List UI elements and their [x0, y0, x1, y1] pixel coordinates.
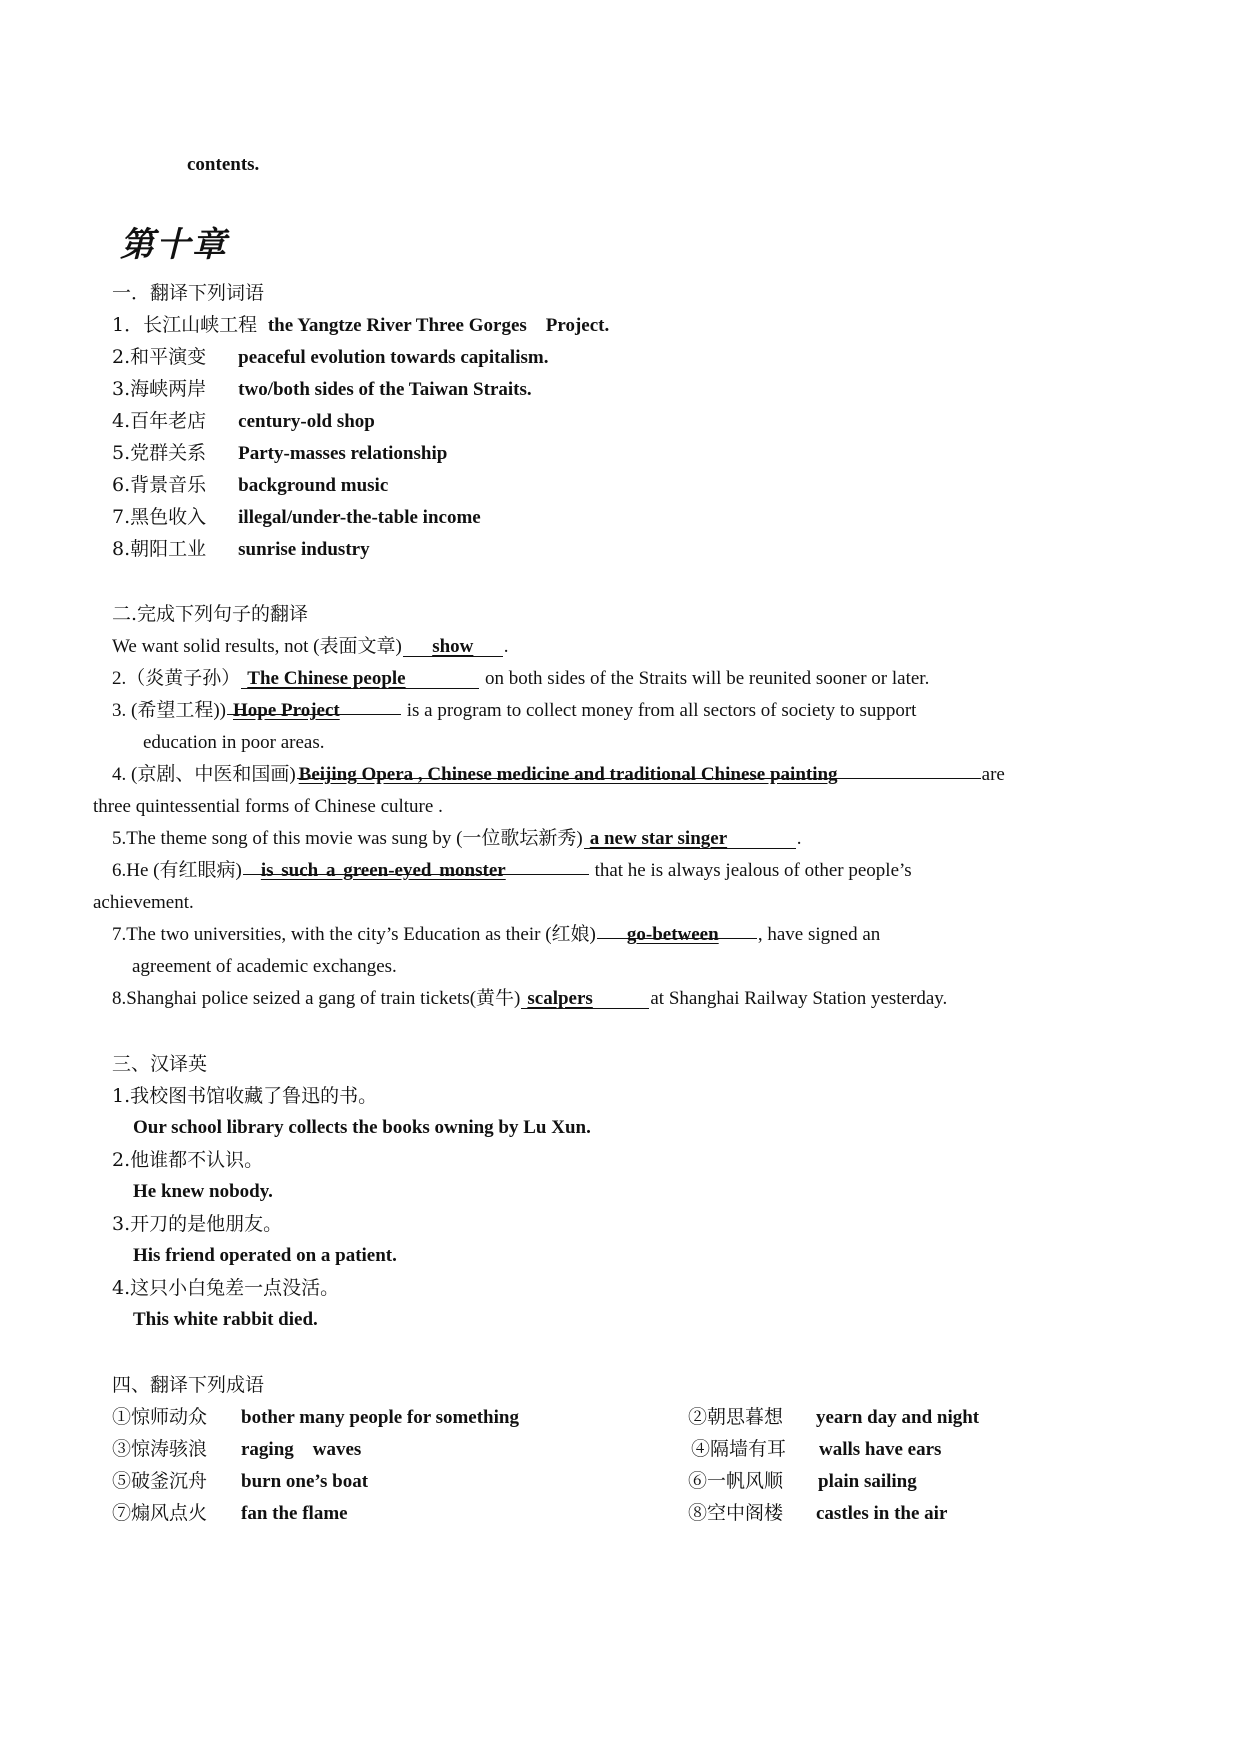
answer-text: Beijing Opera , Chinese medicine and traditional Chinese painting: [298, 764, 838, 785]
idiom-item: [688, 1502, 947, 1526]
list-item: [112, 442, 447, 466]
item-chinese: 百年老店: [130, 410, 207, 432]
sentence-suffix: .: [796, 828, 802, 849]
item-chinese: 背景音乐: [130, 474, 207, 496]
sentence-6-continuation: achievement.: [93, 892, 194, 913]
item-number: 2.: [112, 346, 131, 368]
list-item: [112, 410, 375, 434]
item-english: century-old shop: [238, 411, 375, 432]
sentence-suffix: .: [503, 636, 509, 657]
item-english: background music: [238, 475, 389, 496]
sentence-8: [112, 988, 947, 1011]
idiom-english: bother many people for something: [241, 1407, 519, 1428]
idiom-chinese: ②朝思暮想: [688, 1406, 784, 1428]
item-chinese: 长江山峡工程: [143, 314, 258, 336]
item-number: 5.: [112, 442, 131, 464]
sentence-2: [112, 668, 929, 691]
list-item: [112, 378, 532, 402]
answer-text: The Chinese people: [247, 668, 406, 689]
list-item: [112, 506, 481, 530]
idiom-chinese: ⑧空中阁楼: [688, 1502, 784, 1524]
item-chinese: 海峡两岸: [130, 378, 207, 400]
item-number: 3.: [112, 378, 131, 400]
idiom-item: [112, 1406, 519, 1430]
translation-question: 4.这只小白兔差一点没活。: [112, 1277, 340, 1299]
answer-text: show: [432, 636, 474, 657]
idiom-english: raging waves: [241, 1439, 362, 1460]
sentence-suffix: on both sides of the Straits will be reunited sooner or later.: [480, 668, 930, 689]
item-number: 1．: [112, 314, 144, 336]
item-chinese: 朝阳工业: [130, 538, 207, 560]
sentence-prefix: 3. (希望工程)): [112, 700, 226, 721]
answer-text: Hope Project: [232, 700, 340, 721]
idiom-english: castles in the air: [816, 1503, 948, 1524]
item-chinese: 和平演变: [130, 346, 207, 368]
section1-heading: 一．翻译下列词语: [112, 282, 265, 304]
idiom-item: [112, 1438, 361, 1462]
sentence-suffix: is a program to collect money from all sectors of society to support: [401, 700, 917, 721]
list-item: [112, 314, 609, 338]
idiom-english: yearn day and night: [816, 1407, 980, 1428]
sentence-7-continuation: agreement of academic exchanges.: [132, 956, 397, 977]
idiom-chinese: ④隔墙有耳: [691, 1438, 787, 1460]
sentence-suffix: at Shanghai Railway Station yesterday.: [650, 988, 948, 1009]
answer-blank: [241, 668, 479, 689]
translation-answer: He knew nobody.: [133, 1181, 273, 1202]
idiom-item: [691, 1438, 941, 1462]
item-chinese: 黑色收入: [130, 506, 207, 528]
idiom-english: fan the flame: [241, 1503, 348, 1524]
translation-question: 1.我校图书馆收藏了鲁迅的书。: [112, 1085, 378, 1107]
list-item: [112, 474, 388, 498]
sentence-prefix: 5.The theme song of this movie was sung by (一位歌坛新秀): [112, 828, 583, 849]
item-english: illegal/under-the-table income: [238, 507, 481, 528]
answer-blank: [297, 758, 981, 785]
answer-blank: [403, 636, 503, 657]
list-item: [112, 346, 548, 370]
continuation-text: contents.: [187, 154, 260, 175]
item-number: 6.: [112, 474, 131, 496]
idiom-english: plain sailing: [818, 1471, 917, 1492]
translation-answer: His friend operated on a patient.: [133, 1245, 397, 1266]
idiom-chinese: ③惊涛骇浪: [112, 1438, 208, 1460]
sentence-3-continuation: education in poor areas.: [143, 732, 325, 753]
sentence-prefix: 4. (京剧、中医和国画): [112, 764, 296, 785]
idiom-item: [112, 1470, 368, 1494]
answer-blank: [597, 918, 757, 945]
sentence-suffix: that he is always jealous of other people’s: [589, 860, 912, 881]
section4-heading: 四、翻译下列成语: [112, 1374, 265, 1396]
answer-blank: [521, 988, 649, 1009]
sentence-prefix: 2.（炎黄子孙）: [112, 668, 241, 689]
idiom-english: burn one’s boat: [241, 1471, 369, 1492]
item-english: Party-masses relationship: [238, 443, 448, 464]
section3-heading: 三、汉译英: [112, 1053, 208, 1075]
item-number: 4.: [112, 410, 131, 432]
chapter-title: 第十章: [120, 225, 228, 265]
idiom-chinese: ⑦煽风点火: [112, 1502, 208, 1524]
idiom-chinese: ⑤破釜沉舟: [112, 1470, 208, 1492]
sentence-5: [112, 828, 801, 851]
item-english: the Yangtze River Three Gorges Project.: [267, 315, 610, 336]
answer-text: a new star singer: [589, 828, 728, 849]
item-english: sunrise industry: [238, 539, 370, 560]
translation-answer: This white rabbit died.: [133, 1309, 318, 1330]
item-english: two/both sides of the Taiwan Straits.: [238, 379, 532, 400]
idiom-item: [688, 1406, 979, 1430]
idiom-item: [112, 1502, 348, 1526]
section2-heading: 二.完成下列句子的翻译: [112, 603, 309, 625]
item-chinese: 党群关系: [130, 442, 207, 464]
sentence-1: [112, 636, 509, 659]
translation-answer: Our school library collects the books owning by Lu Xun.: [133, 1117, 591, 1138]
sentence-prefix: 6.He (有红眼病): [112, 860, 242, 881]
answer-text: go-between: [626, 924, 719, 945]
idiom-chinese: ①惊师动众: [112, 1406, 208, 1428]
sentence-3: [112, 694, 1044, 727]
translation-question: 3.开刀的是他朋友。: [112, 1213, 283, 1235]
sentence-4-continuation: three quintessential forms of Chinese culture .: [93, 796, 443, 817]
translation-question: 2.他谁都不认识。: [112, 1149, 264, 1171]
answer-blank: [227, 694, 401, 721]
answer-blank: [243, 854, 589, 881]
sentence-suffix: , have signed an: [757, 924, 881, 945]
sentence-prefix: 7.The two universities, with the city’s Education as their (红娘): [112, 924, 596, 945]
item-english: peaceful evolution towards capitalism.: [238, 347, 549, 368]
item-number: 8.: [112, 538, 131, 560]
idiom-item: [688, 1470, 917, 1494]
sentence-6: [112, 854, 1044, 887]
sentence-4: [112, 758, 1044, 791]
answer-blank: [584, 828, 796, 849]
sentence-prefix: We want solid results, not (表面文章): [112, 636, 402, 657]
idiom-chinese: ⑥一帆风顺: [688, 1470, 784, 1492]
item-number: 7.: [112, 506, 131, 528]
sentence-7: [112, 918, 1044, 951]
list-item: [112, 538, 370, 562]
answer-text: scalpers: [527, 988, 593, 1009]
answer-text: is such a green-eyed monster: [260, 860, 506, 881]
sentence-suffix: are: [981, 764, 1005, 785]
sentence-prefix: 8.Shanghai police seized a gang of train tickets(黄牛): [112, 988, 521, 1009]
idiom-english: walls have ears: [819, 1439, 942, 1460]
